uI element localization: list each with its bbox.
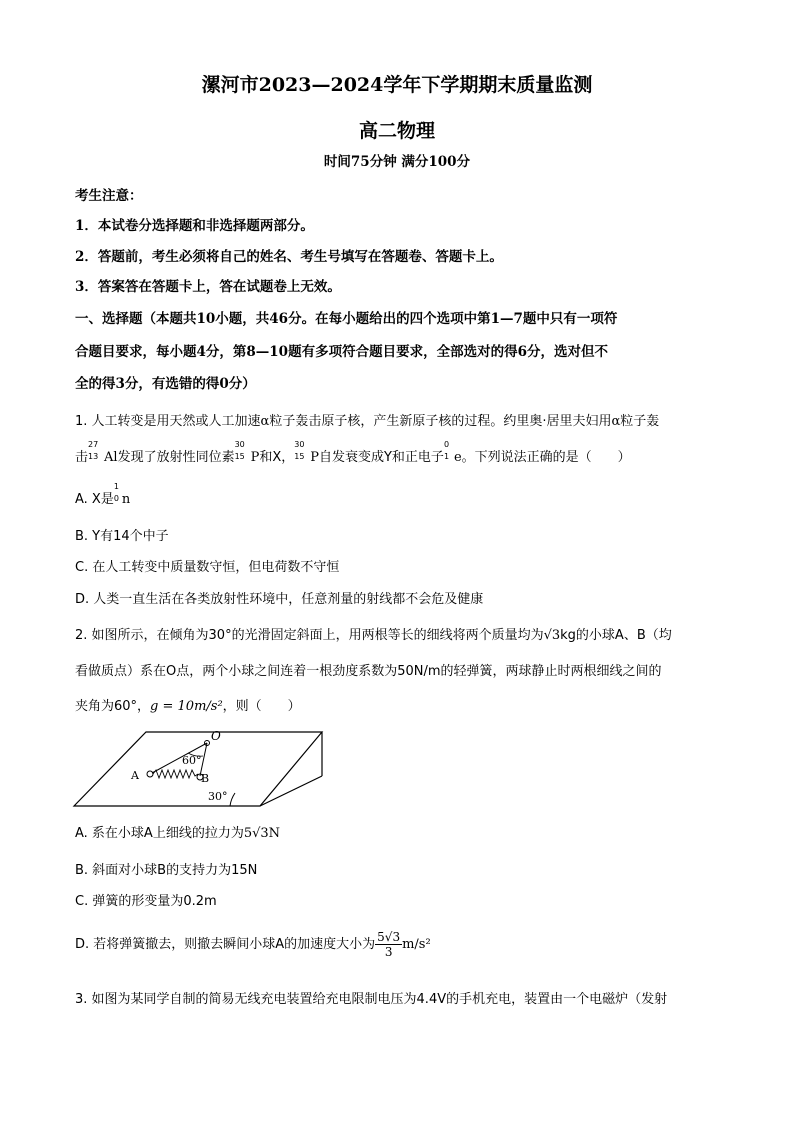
slope-face bbox=[74, 732, 322, 806]
q1-line-1: 1. 人工转变是用天然或人工加速α粒子轰击原子核，产生新原子核的过程。约里奥·居里夫妇用α粒子轰 bbox=[75, 414, 660, 429]
spring bbox=[153, 770, 198, 778]
aluminium-isotope: 27 13 bbox=[88, 440, 99, 461]
label-o: O bbox=[211, 729, 221, 743]
notice-item-1: 1．本试卷分选择题和非选择题两部分。 bbox=[75, 218, 314, 234]
phosphorus-isotope: 30 15 bbox=[234, 440, 245, 461]
label-b: B bbox=[201, 772, 210, 785]
neutron-symbol: 1 0 bbox=[113, 482, 119, 503]
q2-line-3: 夹角为60°，g = 10m/s²，则（ ） bbox=[75, 699, 301, 714]
q1-option-c: C. 在人工转变中质量数守恒，但电荷数不守恒 bbox=[75, 560, 340, 575]
slope-angle-arc bbox=[230, 793, 235, 806]
notice-heading: 考生注意： bbox=[75, 188, 143, 204]
incline-figure bbox=[70, 726, 332, 810]
subject-title: 高二物理 bbox=[358, 120, 435, 142]
phosphorus-isotope: 30 15 bbox=[294, 440, 305, 461]
alpha-symbol: α bbox=[260, 414, 270, 429]
time-info: 时间75分钟 满分100分 bbox=[323, 154, 471, 170]
acceleration-fraction: $\frac{5√3}{3}$ bbox=[377, 930, 401, 959]
q2-option-c: C. 弹簧的形变量为0.2m bbox=[75, 894, 217, 909]
q2-line-1: 2. 如图所示，在倾角为30°的光滑固定斜面上，用两根等长的细线将两个质量均为√3kg的小球A、B（均 bbox=[75, 628, 672, 643]
notice-item-3: 3．答案答在答题卡上，答在试题卷上无效。 bbox=[75, 279, 341, 295]
ball-a bbox=[147, 771, 153, 777]
exam-title: 漯河市2023—2024学年下学期期末质量监测 bbox=[201, 74, 593, 96]
q1-line-2: 击 27 13 Al发现了放射性同位素 30 15 P和X， 30 15 P自发衰变成Y和正电子 0 1 e。下列说法正确的是（ ） bbox=[75, 440, 631, 465]
q2-option-d: D. 若将弹簧撤去，则撤去瞬间小球A的加速度大小为 $\frac{5√3}{3}$ m/s² bbox=[75, 930, 431, 959]
notice-item-2: 2．答题前，考生必须将自己的姓名、考生号填写在答题卷、答题卡上。 bbox=[75, 249, 503, 265]
alpha-symbol: α bbox=[611, 414, 621, 429]
label-a: A bbox=[131, 769, 139, 782]
label-angle-top: 60° bbox=[182, 754, 202, 767]
slope-base bbox=[260, 776, 322, 806]
q2-option-a: A. 系在小球A上细线的拉力为5√3N bbox=[75, 826, 281, 841]
q2-line-2: 看做质点）系在O点，两个小球之间连着一根劲度系数为50N/m的轻弹簧，两球静止时两根细线之间的 bbox=[75, 664, 662, 679]
label-angle-slope: 30° bbox=[208, 790, 228, 803]
q1-option-b: B. Y有14个中子 bbox=[75, 529, 169, 544]
q1-option-d: D. 人类一直生活在各类放射性环境中，任意剂量的射线都不会危及健康 bbox=[75, 592, 484, 607]
q1-option-a: A. X是 1 0 n bbox=[75, 482, 131, 507]
sqrt3: √3 bbox=[543, 628, 561, 643]
section1-line-2: 合题目要求，每小题4分，第8—10题有多项符合题目要求，全部选对的得6分，选对但不 bbox=[75, 344, 608, 360]
q3-line-1: 3. 如图为某同学自制的简易无线充电装置给充电限制电压为4.4V的手机充电，装置由一个电磁炉（发射 bbox=[75, 992, 668, 1007]
positron-symbol: 0 1 bbox=[443, 440, 450, 461]
section1-line-3: 全的得3分，有选错的得0分） bbox=[75, 376, 256, 392]
section1-line-1: 一、选择题（本题共10小题，共46分。在每小题给出的四个选项中第1—7题中只有一项符 bbox=[75, 311, 618, 327]
q2-option-b: B. 斜面对小球B的支持力为15N bbox=[75, 863, 258, 878]
